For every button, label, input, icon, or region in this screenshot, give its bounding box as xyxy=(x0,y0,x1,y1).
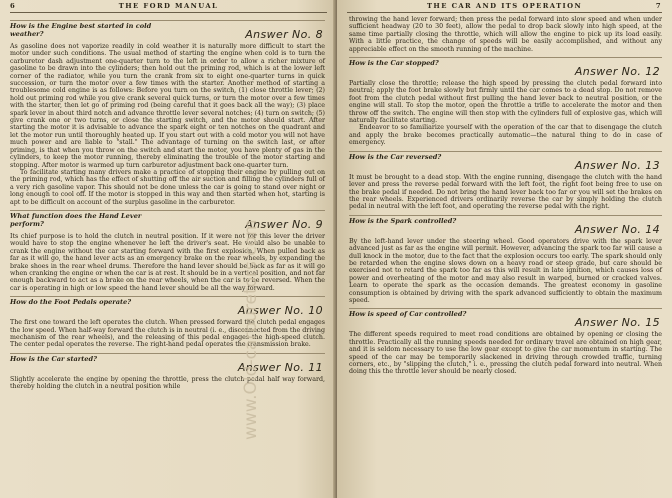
answer-paragraph: To facilitate starting many drivers make a practice of stopping their engine by pulling out on the priming rod, which has the effect of shutting off the air suction and filling the cylinders full of a very rich gasoline vapor. This should not be done unless the car is going to stand over night or long enough to cool off. If the motor is stopped in this way and then started when hot, starting is apt to be difficult on account of the surplus gasoline in the carburetor. xyxy=(10,168,325,206)
qa-section xyxy=(349,215,662,305)
question-heading: What function does the Hand Lever perform? xyxy=(10,211,142,228)
answer-label: Answer No. 15 xyxy=(574,316,660,330)
answer-label: Answer No. 13 xyxy=(574,158,660,172)
answer-paragraph: The different speeds required to meet road conditions are obtained by opening or closing the throttle. Practically all the running speeds needed for ordinary travel are obtained on high gear, and it is seldom necessary to use the low gear except to give the car momentum in starting. The speed of the car may be temporarily slackened in driving through crowded traffic, turning corners, etc., by "slipping the clutch," i. e., pressing the clutch pedal forward into neutral. When doing this the throttle lever should be nearly closed. xyxy=(349,331,662,376)
qa-section xyxy=(349,57,662,147)
qa-heading xyxy=(10,296,325,319)
right-page xyxy=(337,0,672,498)
answer-paragraph: Its chief purpose is to hold the clutch in neutral position. If it were not for this lever the driver would have to stop the engine whenever he left the driver's seat. He would also be unable to crank the engine without the car starting forward with the first explosion. When pulled back as far as it will go, the hand lever acts as an emergency brake on the rear wheels, by expanding the brake shoes in the rear wheel drums. Therefore the hand lever should be back as far as it will go when cranking the engine or when the car is at rest. It should be in a vertical position, and not far enough backward to act as a brake on the rear wheels, when the car is to be reversed. When the car is operating in high or low speed the hand lever should be all the way forward. xyxy=(10,232,325,292)
answer-paragraph: Slightly accelerate the engine by opening the throttle, press the clutch pedal half way forward, thereby holding the clutch in a neutral position while xyxy=(10,375,325,391)
watermark-text: www.Old-carburetors.com xyxy=(242,219,261,440)
answer-label: Answer No. 11 xyxy=(237,360,323,374)
qa-heading xyxy=(10,210,325,233)
qa-section xyxy=(349,308,662,375)
qa-section xyxy=(10,20,325,206)
running-title: THE FORD MANUAL xyxy=(118,2,219,10)
header-rule xyxy=(347,12,662,13)
question-heading: How is the Car started? xyxy=(10,354,97,363)
question-heading: How is speed of Car controlled? xyxy=(349,310,467,319)
answer-paragraph: As gasoline does not vaporize readily in cold weather it is naturally more difficult to start the motor under such conditions. The usual method of starting the engine when cold is to turn the carburetor dash adjustment one-quarter turn to the left in order to allow a richer mixture of gasoline to be drawn into the cylinders; then hold out the priming rod, which is at the lower left corner of the radiator, while you turn the crank from six to eight one-quarter turns in quick succession, or turn the motor over a few times with the starter. Another method of starting a troublesome cold engine is as follows: Before you turn on the switch, (1) close throttle lever; (2) hold out priming rod while you give crank several quick turns, or turn the motor over a few times with the starter, then let go of priming rod (being careful that it goes back all the way); (3) place spark lever in about third notch and advance throttle lever several notches; (4) turn on switch; (5) give crank one or two turns, or close the starting switch, and the motor should start. After starting the motor it is advisable to advance the spark eight or ten notches on the quadrant and let the motor run until thoroughly heated up. If you start out with a cold motor you will not have much power and are liable to "stall." The advantage of turning on the switch last, or after priming, is that when you throw on the switch and start the motor, you have plenty of gas in the cylinders, to keep the motor running, thereby eliminating the trouble of the motor starting and stopping. After motor is warmed up turn carburetor adjustment back one-quarter turn. xyxy=(10,43,325,169)
answer-label: Answer No. 12 xyxy=(574,65,660,79)
header-rule xyxy=(10,12,327,13)
qa-heading xyxy=(10,353,325,376)
answer-paragraph: By the left-hand lever under the steering wheel. Good operators drive with the spark lever advanced just as far as the engine will permit. However, advancing the spark too far will cause a dull knock in the motor, due to the fact that the explosion occurs too early. The spark should only be retarded when the engine slows down on a heavy road or steep grade, but care should be exercised not to retard the spark too far as this will result in late ignition, which causes loss of power and overheating of the motor and may also result in warped, burned or cracked valves. Learn to operate the spark as the occasion demands. The greatest economy in gasoline consumption is obtained by driving with the spark advanced sufficiently to obtain the maximum speed. xyxy=(349,237,662,304)
qa-heading xyxy=(349,308,662,331)
question-heading: How is the Car stopped? xyxy=(349,59,439,68)
page-number: 6 xyxy=(10,2,17,10)
qa-heading xyxy=(10,20,325,43)
answer-label: Answer No. 8 xyxy=(245,28,323,41)
page-number: 7 xyxy=(655,2,662,10)
question-heading: How is the Engine best started in cold weather? xyxy=(10,22,152,38)
answer-paragraph: Endeavor to so familiarize yourself with the operation of the car that to disengage the clutch and apply the brake becomes practically automatic—the natural thing to do in case of emergency. xyxy=(349,124,662,147)
question-heading: How do the Foot Pedals operate? xyxy=(10,298,132,307)
qa-heading xyxy=(349,215,662,238)
answer-paragraph: The first one toward the left operates the clutch. When pressed forward the clutch pedal engages the low speed. When half-way forward the clutch is in neutral (i. e., disconnected from the driving mechanism of the rear wheels), and the releasing of this pedal engages the high-speed clutch. The center pedal operates the reverse. The right-hand pedal operates the transmission brake. xyxy=(10,319,325,349)
qa-section xyxy=(10,296,325,349)
answer-label: Answer No. 9 xyxy=(245,217,323,231)
qa-heading xyxy=(349,151,662,174)
answer-paragraph: It must be brought to a dead stop. With the engine running, disengage the clutch with the hand lever and press the reverse pedal forward with the left foot, the right foot being free to use on the brake pedal if needed. Do not bring the hand lever back too far or you will set the brakes on the rear wheels. Experienced drivers ordinarily reverse the car by simply holding the clutch pedal in neutral with the left foot, and operating the reverse pedal with the right. xyxy=(349,173,662,211)
continued-paragraph: throwing the hand lever forward; then press the pedal forward into slow speed and when under sufficient headway (20 to 30 feet), allow the pedal to drop back slowly into high speed, at the same time partially closing the throttle, which will allow the engine to pick up its load easily. With a little practice, the change of speeds will be easily accomplished, and without any appreciable effect on the smooth running of the machine. xyxy=(349,16,662,53)
left-column xyxy=(10,16,325,498)
right-column xyxy=(349,16,662,498)
qa-section xyxy=(10,353,325,391)
qa-section xyxy=(10,210,325,292)
question-heading: How is the Car reversed? xyxy=(349,152,442,161)
qa-section xyxy=(349,151,662,211)
qa-heading xyxy=(349,57,662,80)
answer-label: Answer No. 14 xyxy=(574,222,660,236)
answer-paragraph: Partially close the throttle; release the high speed by pressing the clutch pedal forward into neutral; apply the foot brake slowly but firmly until the car comes to a dead stop. Do not remove foot from the clutch pedal without first pulling the hand lever back to neutral position, or the engine will stall. To stop the motor, open the throttle a trifle to accelerate the motor and then throw off the switch. The engine will then stop with the cylinders full of explosive gas, which will naturally facilitate starting. xyxy=(349,80,662,125)
question-heading: How is the Spark controlled? xyxy=(349,216,457,225)
running-title: THE CAR AND ITS OPERATION xyxy=(426,2,583,10)
answer-label: Answer No. 10 xyxy=(237,304,323,318)
